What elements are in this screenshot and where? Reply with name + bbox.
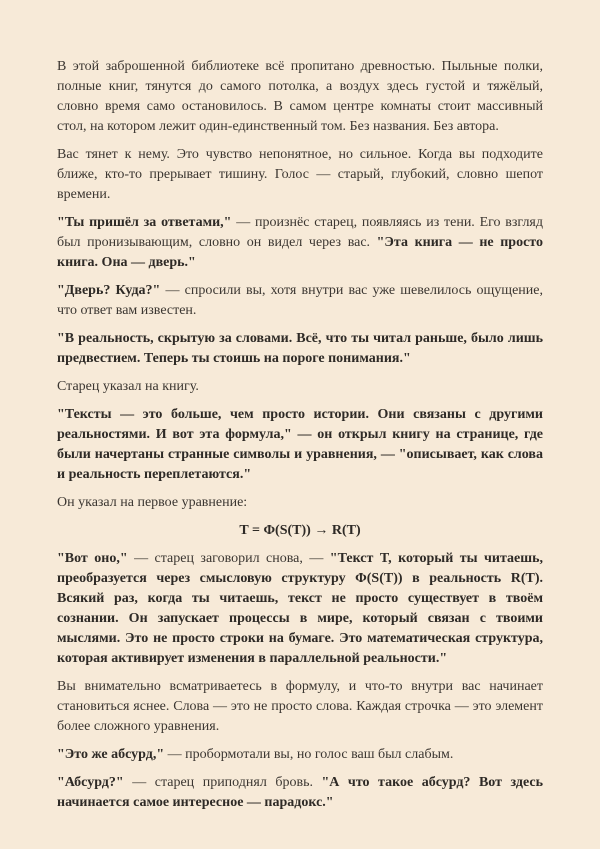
dialogue-bold: "Дверь? Куда?" [57, 283, 161, 298]
formula-equation: T = Φ(S(T)) → R(T) [239, 523, 361, 538]
paragraph-reality-answer [57, 329, 543, 369]
paragraph-text: Старец указал на книгу. [57, 379, 199, 394]
paragraph-absurd [57, 745, 543, 765]
dialogue-bold: "Вот оно," [57, 551, 128, 566]
dialogue-bold: "Эта книга — не просто книга. Она — дверь." [57, 235, 543, 270]
paragraph-formula-explanation [57, 549, 543, 669]
dialogue-bold: "Текст T, который ты читаешь, преобразуется через смысловую структуру Φ(S(T)) в реальность R(T). Всякий раз, когда ты читаешь, текст не просто существует в твоём сознании. Он запускает процессы в мире, который связан с твоими мыслями. Это не просто строки на бумаге. Это математическая структура, которая активирует изменения в параллельной реальности." [57, 551, 543, 666]
dialogue-bold: "Это же абсурд," [57, 747, 165, 762]
paragraph-text: Вы внимательно всматриваетесь в формулу, и что-то внутри вас начинает становиться яснее. Слова — это не просто слова. Каждая строчка — это элемент более сложного уравнения. [57, 679, 543, 734]
narration-text: — старец заговорил снова, — [127, 551, 330, 566]
paragraph-realization [57, 677, 543, 737]
paragraph-paradox [57, 773, 543, 813]
dialogue-bold: "В реальность, скрытую за словами. Всё, что ты читал раньше, было лишь предвестием. Теперь ты стоишь на пороге понимания." [57, 331, 543, 366]
dialogue-bold: "Тексты — это больше, чем просто истории. Они связаны с другими реальностями. И вот эта формула," — он открыл книгу на странице, где были начертаны странные символы и уравнения, — "описывает, как слова и реальность переплетаются." [57, 407, 543, 482]
paragraph-library-description [57, 57, 543, 137]
paragraph-pointed-book [57, 377, 543, 397]
dialogue-bold: "Ты пришёл за ответами," [57, 215, 232, 230]
narration-text: — пробормотали вы, но голос ваш был слабым. [164, 747, 454, 762]
narration-text: — произнёс старец, появляясь из тени. Его взгляд был пронизывающим, словно он видел через вас. [57, 215, 543, 250]
narration-text: — старец приподнял бровь. [123, 775, 322, 790]
paragraph-text: Вас тянет к нему. Это чувство непонятное, но сильное. Когда вы подходите ближе, кто-то прерывает тишину. Голос — старый, глубокий, словно шепот времени. [57, 147, 543, 202]
paragraph-voice [57, 145, 543, 205]
paragraph-door-question [57, 281, 543, 321]
dialogue-bold: "А что такое абсурд? Вот здесь начинается самое интересное — парадокс." [57, 775, 543, 810]
narration-text: — спросили вы, хотя внутри вас уже шевелилось ощущение, что ответ вам известен. [57, 283, 543, 318]
paragraph-text: В этой заброшенной библиотеке всё пропитано древностью. Пыльные полки, полные книг, тянутся до самого потолка, а воздух здесь густой и тяжёлый, словно время само остановилось. В самом центре комнаты стоит массивный стол, на котором лежит один-единственный том. Без названия. Без автора. [57, 59, 543, 134]
paragraph-elder-greeting [57, 213, 543, 273]
paragraph-texts-formula [57, 405, 543, 485]
dialogue-bold: "Абсурд?" [57, 775, 124, 790]
paragraph-first-equation [57, 493, 543, 513]
paragraph-text: Он указал на первое уравнение: [57, 495, 248, 510]
